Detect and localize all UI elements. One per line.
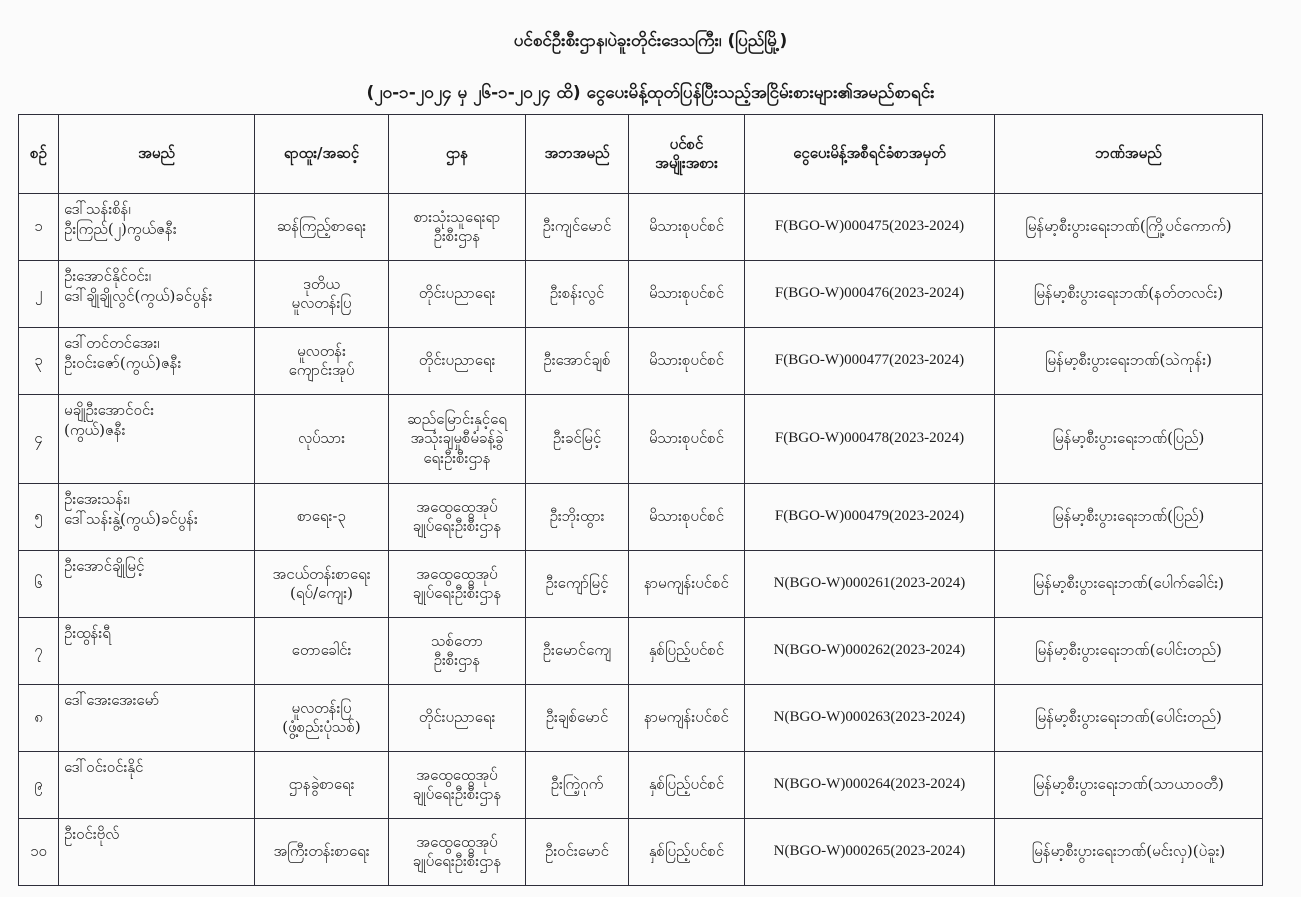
cell-rank-line: (ရပ်/ကျေး): [290, 584, 353, 602]
pension-list-table: [18, 114, 1263, 886]
table-row: [19, 484, 1263, 551]
table-row: [19, 194, 1263, 261]
table-row: [19, 752, 1263, 819]
cell-rank: [255, 395, 389, 484]
cell-no: ၄: [19, 395, 59, 484]
table-row: [19, 685, 1263, 752]
cell-bank: မြန်မာ့စီးပွားရေးဘဏ်(မင်းလှ)(ပဲခူး): [995, 819, 1263, 886]
cell-rank-line: မူလတန်းပြ: [291, 294, 352, 312]
cell-name: [59, 395, 255, 484]
cell-bank: မြန်မာ့စီးပွားရေးဘဏ်(ပေါင်းတည်): [995, 618, 1263, 685]
cell-pension-type: နာမကျန်းပင်စင်: [629, 551, 745, 618]
cell-dept: [389, 752, 526, 819]
cell-ref-no: F(BGO-W)000476(2023-2024): [745, 261, 995, 328]
cell-dept-line: အထွေထွေအုပ်: [416, 765, 498, 784]
cell-bank: မြန်မာ့စီးပွားရေးဘဏ်(ကြို့ပင်ကောက်): [995, 194, 1263, 261]
table-row: [19, 328, 1263, 395]
cell-rank: [255, 685, 389, 752]
cell-pension-type: မိသားစုပင်စင်: [629, 261, 745, 328]
cell-bank: မြန်မာ့စီးပွားရေးဘဏ်(ပြည်): [995, 395, 1263, 484]
cell-dept-line: ဆည်မြောင်းနှင့်ရေ: [407, 409, 507, 428]
cell-dept-line: အထွေထွေအုပ်: [416, 497, 498, 516]
cell-rank: [255, 618, 389, 685]
cell-dept: [389, 618, 526, 685]
cell-no: ၁၀: [19, 819, 59, 886]
cell-rank-line: စာရေး-၃: [297, 507, 346, 526]
table-header-row: [19, 115, 1263, 194]
cell-ref-no: F(BGO-W)000475(2023-2024): [745, 194, 995, 261]
cell-dept: [389, 261, 526, 328]
cell-dept-line: အထွေထွေအုပ်: [416, 832, 498, 851]
cell-name-line: ဦးကြည်(၂)ကွယ်ဇနီး: [64, 219, 177, 238]
cell-dept-line: ချုပ်ရေးဦးစီးဌာန: [412, 584, 502, 602]
cell-name: [59, 261, 255, 328]
cell-no: ၃: [19, 328, 59, 395]
cell-name-line: ဒေါ်ချိုချိုလွင်(ကွယ်)ခင်ပွန်း: [64, 286, 213, 305]
cell-ref-no: F(BGO-W)000479(2023-2024): [745, 484, 995, 551]
cell-pension-type: နာမကျန်းပင်စင်: [629, 685, 745, 752]
cell-name: [59, 752, 255, 819]
cell-pension-type: နှစ်ပြည့်ပင်စင်: [629, 819, 745, 886]
cell-name: [59, 194, 255, 261]
cell-dept-line: ဦးစီးဌာန: [433, 651, 481, 669]
cell-dept-line: တိုင်းပညာရေး: [418, 284, 496, 303]
col-header-name: အမည်: [59, 115, 255, 194]
cell-bank: မြန်မာ့စီးပွားရေးဘဏ်(ပြည်): [995, 484, 1263, 551]
table-row: [19, 819, 1263, 886]
cell-ref-no: N(BGO-W)000265(2023-2024): [745, 819, 995, 886]
cell-dept: [389, 484, 526, 551]
cell-pension-type: မိသားစုပင်စင်: [629, 395, 745, 484]
cell-dept: [389, 685, 526, 752]
cell-dept: [389, 819, 526, 886]
cell-dept-line: ဦးစီးဌာန: [433, 227, 481, 245]
cell-father: ဦးဝင်းမောင်: [526, 819, 629, 886]
cell-name-line: ဦးဝင်းဗိုလ်: [64, 825, 120, 843]
cell-bank: မြန်မာ့စီးပွားရေးဘဏ်(ပေါက်ခေါင်း): [995, 551, 1263, 618]
cell-rank: [255, 261, 389, 328]
cell-dept: [389, 194, 526, 261]
cell-pension-type: နှစ်ပြည့်ပင်စင်: [629, 618, 745, 685]
cell-rank-line: အကြီးတန်းစာရေး: [273, 842, 370, 861]
cell-name-line: ဦးထွန်းရီ: [64, 624, 111, 642]
cell-name-line: ဒေါ်သန်းနွဲ့(ကွယ်)ခင်ပွန်း: [64, 509, 198, 528]
cell-rank: [255, 194, 389, 261]
cell-father: ဦးကျင်မောင်: [526, 194, 629, 261]
cell-bank: မြန်မာ့စီးပွားရေးဘဏ်(ပေါင်းတည်): [995, 685, 1263, 752]
cell-name-line: ဒေါ်အေးအေးမော်: [64, 691, 160, 709]
cell-no: ၇: [19, 618, 59, 685]
cell-no: ၉: [19, 752, 59, 819]
cell-bank: မြန်မာ့စီးပွားရေးဘဏ်(သာယာဝတီ): [995, 752, 1263, 819]
cell-rank-line: မူလတန်း: [297, 341, 346, 360]
col-header-rank: ရာထူး/အဆင့်: [255, 115, 389, 194]
cell-rank-line: ဆန်ကြည့်စာရေး: [276, 217, 367, 236]
cell-no: ၁: [19, 194, 59, 261]
cell-bank: မြန်မာ့စီးပွားရေးဘဏ်(သဲကုန်း): [995, 328, 1263, 395]
cell-father: ဦးအောင်ချစ်: [526, 328, 629, 395]
col-header-dept: ဌာန: [389, 115, 526, 194]
cell-father: ဦးခင်မြင့်: [526, 395, 629, 484]
cell-name-line: (ကွယ်)ဇနီး: [64, 420, 126, 439]
col-header-pension-type: ပင်စင် အမျိုးအစား: [629, 115, 745, 194]
col-header-ref-no: ငွေပေးမိန့်အစီရင်ခံစာအမှတ်: [745, 115, 995, 194]
cell-father: ဦးဘိုးထွား: [526, 484, 629, 551]
cell-name-line: ဦးဝင်းဇော်(ကွယ်)ဇနီး: [64, 353, 182, 372]
cell-name-line: ဦးအောင်နိုင်ဝင်း၊: [64, 267, 151, 285]
cell-name: [59, 685, 255, 752]
cell-dept-line: ရေးဦးစီးဌာန: [423, 448, 491, 467]
cell-name-line: ဒေါ်ဝင်းဝင်းနိုင်: [64, 758, 144, 776]
cell-rank-line: ဒုတိယ: [303, 274, 340, 293]
cell-dept: [389, 328, 526, 395]
cell-rank: [255, 819, 389, 886]
cell-father: ဦးကျော်မြင့်: [526, 551, 629, 618]
cell-name-line: ဦးအောင်ချိုမြင့်: [64, 557, 145, 575]
cell-dept-line: သစ်တော: [431, 631, 483, 650]
cell-name-line: ဒေါ်သန်းစိန်၊: [64, 200, 131, 218]
table-body: [19, 194, 1263, 886]
cell-pension-type: မိသားစုပင်စင်: [629, 194, 745, 261]
cell-dept-line: အထွေထွေအုပ်: [416, 564, 498, 583]
cell-name: [59, 484, 255, 551]
cell-pension-type: မိသားစုပင်စင်: [629, 484, 745, 551]
cell-name-line: ဒေါ်တင်တင်အေး၊: [64, 334, 160, 352]
cell-pension-type: မိသားစုပင်စင်: [629, 328, 745, 395]
cell-rank-line: တောခေါင်း: [291, 641, 352, 660]
table-row: [19, 618, 1263, 685]
cell-no: ၅: [19, 484, 59, 551]
cell-name: [59, 328, 255, 395]
table-row: [19, 395, 1263, 484]
document-title: ပင်စင်ဦးစီးဌာန၊ပဲခူးတိုင်းဒေသကြီး၊ (ပြည်မြို့): [513, 31, 788, 51]
cell-rank-line: ကျောင်းအုပ်: [288, 361, 355, 379]
cell-rank-line: ဌာနခွဲစာရေး: [288, 775, 355, 794]
cell-ref-no: N(BGO-W)000261(2023-2024): [745, 551, 995, 618]
cell-rank-line: အငယ်တန်းစာရေး: [272, 564, 371, 583]
cell-name-line: မချိုဦးအောင်ဝင်း: [64, 401, 155, 419]
cell-rank-line: မူလတန်းပြ: [291, 698, 352, 717]
cell-ref-no: N(BGO-W)000263(2023-2024): [745, 685, 995, 752]
cell-name: [59, 551, 255, 618]
cell-dept: [389, 395, 526, 484]
cell-no: ၈: [19, 685, 59, 752]
cell-father: ဦးစန်းလွင်: [526, 261, 629, 328]
cell-rank: [255, 484, 389, 551]
cell-rank-line: လုပ်သား: [297, 429, 346, 448]
cell-ref-no: F(BGO-W)000477(2023-2024): [745, 328, 995, 395]
cell-name-line: ဦးအေးသန်း၊: [64, 490, 130, 508]
table-row: [19, 261, 1263, 328]
col-header-father: အဘအမည်: [526, 115, 629, 194]
cell-dept-line: တိုင်းပညာရေး: [418, 351, 496, 370]
cell-ref-no: N(BGO-W)000262(2023-2024): [745, 618, 995, 685]
cell-name: [59, 819, 255, 886]
cell-dept-line: စားသုံးသူရေးရာ: [413, 207, 501, 226]
cell-no: ၆: [19, 551, 59, 618]
cell-ref-no: F(BGO-W)000478(2023-2024): [745, 395, 995, 484]
cell-dept-line: တိုင်းပညာရေး: [418, 708, 496, 727]
cell-father: ဦးမောင်ကျေ: [526, 618, 629, 685]
cell-dept: [389, 551, 526, 618]
cell-dept-line: ချုပ်ရေးဦးစီးဌာန: [412, 517, 502, 535]
cell-rank: [255, 752, 389, 819]
cell-ref-no: N(BGO-W)000264(2023-2024): [745, 752, 995, 819]
cell-father: ဦးချစ်မောင်: [526, 685, 629, 752]
table-row: [19, 551, 1263, 618]
cell-pension-type: နှစ်ပြည့်ပင်စင်: [629, 752, 745, 819]
cell-no: ၂: [19, 261, 59, 328]
cell-bank: မြန်မာ့စီးပွားရေးဘဏ်(နတ်တလင်း): [995, 261, 1263, 328]
document-subtitle: (၂၀-၁-၂၀၂၄ မှ ၂၆-၁-၂၀၂၄ ထိ) ငွေပေးမိန့်ထုတ်ပြန်ပြီးသည့်အငြိမ်းစားများ၏အမည်စာရင်း: [366, 83, 935, 103]
col-header-bank: ဘဏ်အမည်: [995, 115, 1263, 194]
cell-rank: [255, 328, 389, 395]
col-header-no: စဉ်: [19, 115, 59, 194]
cell-rank: [255, 551, 389, 618]
cell-name: [59, 618, 255, 685]
cell-dept-line: ချုပ်ရေးဦးစီးဌာန: [412, 852, 502, 870]
cell-dept-line: အသုံးချမှုစီမံခန့်ခွဲ: [410, 429, 504, 448]
cell-father: ဦးကြဲ့ဂုက်: [526, 752, 629, 819]
cell-rank-line: (ဖွံ့စည်းပုံသစ်): [282, 718, 361, 736]
cell-dept-line: ချုပ်ရေးဦးစီးဌာန: [412, 785, 502, 803]
